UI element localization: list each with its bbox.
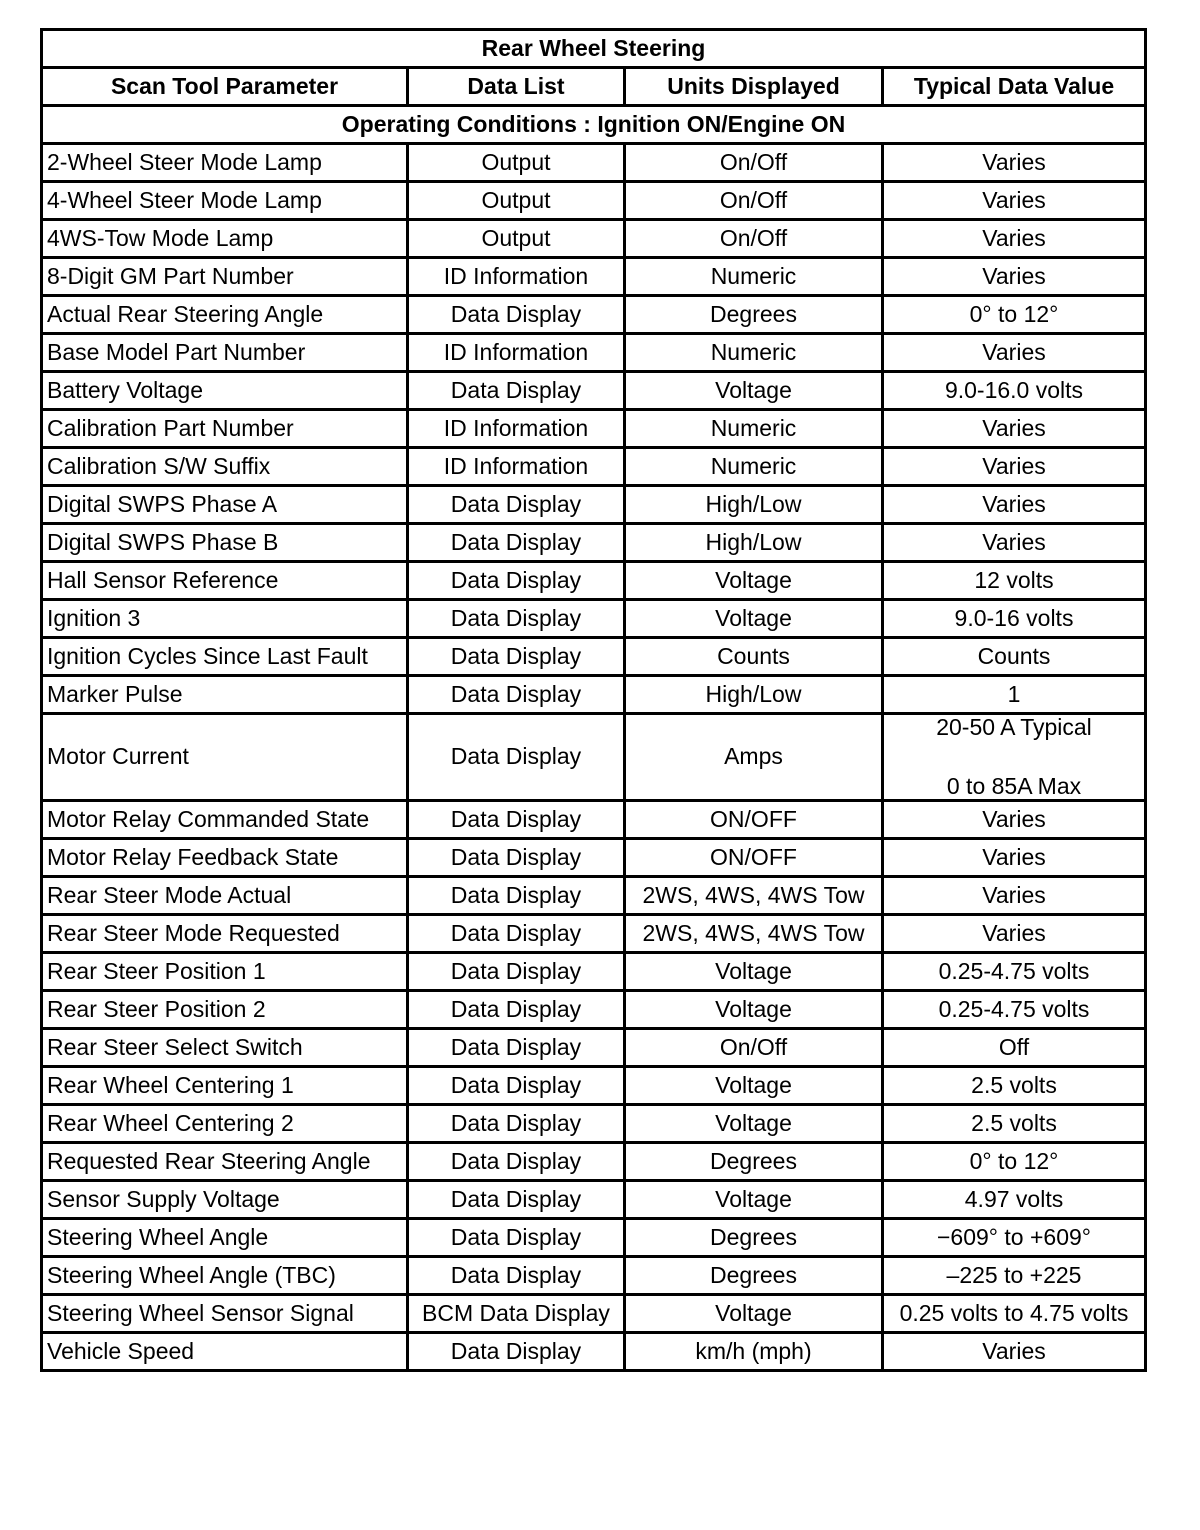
table-title: Rear Wheel Steering bbox=[42, 30, 1146, 68]
parameter-cell: Calibration S/W Suffix bbox=[42, 448, 408, 486]
typical-value-cell: 0.25 volts to 4.75 volts bbox=[883, 1295, 1146, 1333]
table-row bbox=[42, 600, 1146, 638]
table-row bbox=[42, 1219, 1146, 1257]
header-scan-tool-parameter: Scan Tool Parameter bbox=[42, 68, 408, 106]
parameter-cell: Battery Voltage bbox=[42, 372, 408, 410]
table-row bbox=[42, 1105, 1146, 1143]
typical-value-cell: Varies bbox=[883, 410, 1146, 448]
table-row bbox=[42, 1257, 1146, 1295]
typical-value-cell: Varies bbox=[883, 801, 1146, 839]
parameter-cell: Ignition Cycles Since Last Fault bbox=[42, 638, 408, 676]
units-cell: On/Off bbox=[625, 220, 883, 258]
units-cell: Numeric bbox=[625, 258, 883, 296]
parameter-cell: Sensor Supply Voltage bbox=[42, 1181, 408, 1219]
units-cell: High/Low bbox=[625, 486, 883, 524]
data-list-cell: ID Information bbox=[408, 448, 625, 486]
data-list-cell: Data Display bbox=[408, 839, 625, 877]
rear-wheel-steering-table bbox=[40, 28, 1147, 1372]
typical-value-cell: Varies bbox=[883, 486, 1146, 524]
data-list-cell: Data Display bbox=[408, 1067, 625, 1105]
typical-value-cell: Varies bbox=[883, 524, 1146, 562]
units-cell: On/Off bbox=[625, 144, 883, 182]
title-row bbox=[42, 30, 1146, 68]
parameter-cell: Digital SWPS Phase B bbox=[42, 524, 408, 562]
units-cell: Numeric bbox=[625, 334, 883, 372]
parameter-cell: 4WS-Tow Mode Lamp bbox=[42, 220, 408, 258]
units-cell: On/Off bbox=[625, 182, 883, 220]
typical-value-cell: 4.97 volts bbox=[883, 1181, 1146, 1219]
data-list-cell: Data Display bbox=[408, 296, 625, 334]
units-cell: Counts bbox=[625, 638, 883, 676]
data-list-cell: ID Information bbox=[408, 410, 625, 448]
parameter-cell: Digital SWPS Phase A bbox=[42, 486, 408, 524]
table-row bbox=[42, 1067, 1146, 1105]
motor-current-max: 0 to 85A Max bbox=[946, 772, 1082, 799]
data-list-cell: Data Display bbox=[408, 991, 625, 1029]
parameter-cell: Rear Steer Mode Requested bbox=[42, 915, 408, 953]
table-row bbox=[42, 638, 1146, 676]
header-typical-data-value: Typical Data Value bbox=[883, 68, 1146, 106]
parameter-cell: Motor Relay Commanded State bbox=[42, 801, 408, 839]
typical-value-cell: –225 to +225 bbox=[883, 1257, 1146, 1295]
table-row bbox=[42, 410, 1146, 448]
units-cell: Voltage bbox=[625, 953, 883, 991]
units-cell: Degrees bbox=[625, 1257, 883, 1295]
data-list-cell: Data Display bbox=[408, 1105, 625, 1143]
data-list-cell: Data Display bbox=[408, 1219, 625, 1257]
parameter-cell: Rear Steer Select Switch bbox=[42, 1029, 408, 1067]
units-cell: Voltage bbox=[625, 372, 883, 410]
typical-value-cell: 12 volts bbox=[883, 562, 1146, 600]
data-list-cell: Data Display bbox=[408, 486, 625, 524]
header-data-list: Data List bbox=[408, 68, 625, 106]
header-units-displayed: Units Displayed bbox=[625, 68, 883, 106]
motor-current-typical: 20-50 A Typical bbox=[936, 714, 1092, 740]
typical-value-cell: 9.0-16 volts bbox=[883, 600, 1146, 638]
units-cell: High/Low bbox=[625, 676, 883, 714]
typical-value-cell: 2.5 volts bbox=[883, 1105, 1146, 1143]
typical-value-cell: −609° to +609° bbox=[883, 1219, 1146, 1257]
parameter-cell: Vehicle Speed bbox=[42, 1333, 408, 1371]
table-row bbox=[42, 372, 1146, 410]
table-row bbox=[42, 991, 1146, 1029]
parameter-cell: Hall Sensor Reference bbox=[42, 562, 408, 600]
units-cell: 2WS, 4WS, 4WS Tow bbox=[625, 915, 883, 953]
parameter-cell: Motor Relay Feedback State bbox=[42, 839, 408, 877]
data-list-cell: Data Display bbox=[408, 676, 625, 714]
units-cell: Voltage bbox=[625, 1295, 883, 1333]
units-cell: Amps bbox=[625, 714, 883, 801]
table-row bbox=[42, 486, 1146, 524]
data-list-cell: Data Display bbox=[408, 953, 625, 991]
units-cell: ON/OFF bbox=[625, 801, 883, 839]
data-list-cell: Data Display bbox=[408, 372, 625, 410]
typical-value-cell: Varies bbox=[883, 182, 1146, 220]
table-row bbox=[42, 220, 1146, 258]
parameter-cell: Actual Rear Steering Angle bbox=[42, 296, 408, 334]
units-cell: ON/OFF bbox=[625, 839, 883, 877]
table-row bbox=[42, 801, 1146, 839]
data-list-cell: Data Display bbox=[408, 524, 625, 562]
parameter-cell: 2-Wheel Steer Mode Lamp bbox=[42, 144, 408, 182]
data-list-cell: Data Display bbox=[408, 877, 625, 915]
table-row bbox=[42, 714, 1146, 801]
typical-value-cell: Varies bbox=[883, 220, 1146, 258]
parameter-cell: Rear Wheel Centering 1 bbox=[42, 1067, 408, 1105]
parameter-cell: 4-Wheel Steer Mode Lamp bbox=[42, 182, 408, 220]
typical-value-cell: Varies bbox=[883, 448, 1146, 486]
data-list-cell: ID Information bbox=[408, 334, 625, 372]
typical-value-cell: Varies bbox=[883, 877, 1146, 915]
typical-value-cell: 1 bbox=[883, 676, 1146, 714]
table-row bbox=[42, 144, 1146, 182]
parameter-cell: Rear Steer Position 2 bbox=[42, 991, 408, 1029]
units-cell: Voltage bbox=[625, 1067, 883, 1105]
table-row bbox=[42, 448, 1146, 486]
table-row bbox=[42, 562, 1146, 600]
units-cell: High/Low bbox=[625, 524, 883, 562]
table-row bbox=[42, 1295, 1146, 1333]
typical-value-cell: 0.25-4.75 volts bbox=[883, 953, 1146, 991]
table-row bbox=[42, 258, 1146, 296]
data-list-cell: Data Display bbox=[408, 1333, 625, 1371]
conditions-row bbox=[42, 106, 1146, 144]
units-cell: Numeric bbox=[625, 410, 883, 448]
data-list-cell: Output bbox=[408, 144, 625, 182]
typical-value-cell: 0° to 12° bbox=[883, 1143, 1146, 1181]
table-row bbox=[42, 182, 1146, 220]
typical-value-cell: 0.25-4.75 volts bbox=[883, 991, 1146, 1029]
table-row bbox=[42, 296, 1146, 334]
parameter-cell: Requested Rear Steering Angle bbox=[42, 1143, 408, 1181]
table-row bbox=[42, 877, 1146, 915]
units-cell: Voltage bbox=[625, 562, 883, 600]
typical-value-cell bbox=[883, 714, 1146, 801]
data-list-cell: ID Information bbox=[408, 258, 625, 296]
table-row bbox=[42, 915, 1146, 953]
parameter-cell: Steering Wheel Angle (TBC) bbox=[42, 1257, 408, 1295]
parameter-cell: Base Model Part Number bbox=[42, 334, 408, 372]
units-cell: Voltage bbox=[625, 1181, 883, 1219]
table-row bbox=[42, 676, 1146, 714]
table-row bbox=[42, 953, 1146, 991]
data-list-cell: BCM Data Display bbox=[408, 1295, 625, 1333]
motor-current-values bbox=[888, 715, 1140, 799]
data-list-cell: Data Display bbox=[408, 801, 625, 839]
operating-conditions: Operating Conditions : Ignition ON/Engine ON bbox=[42, 106, 1146, 144]
parameter-cell: Rear Wheel Centering 2 bbox=[42, 1105, 408, 1143]
table-row bbox=[42, 1143, 1146, 1181]
data-list-cell: Data Display bbox=[408, 915, 625, 953]
parameter-cell: Ignition 3 bbox=[42, 600, 408, 638]
units-cell: Voltage bbox=[625, 1105, 883, 1143]
data-list-cell: Data Display bbox=[408, 638, 625, 676]
parameter-cell: Rear Steer Position 1 bbox=[42, 953, 408, 991]
typical-value-cell: Varies bbox=[883, 839, 1146, 877]
units-cell: On/Off bbox=[625, 1029, 883, 1067]
typical-value-cell: Varies bbox=[883, 334, 1146, 372]
units-cell: Degrees bbox=[625, 1219, 883, 1257]
data-list-cell: Data Display bbox=[408, 1143, 625, 1181]
data-list-cell: Output bbox=[408, 182, 625, 220]
data-list-cell: Data Display bbox=[408, 600, 625, 638]
units-cell: Degrees bbox=[625, 296, 883, 334]
header-row bbox=[42, 68, 1146, 106]
typical-value-cell: 9.0-16.0 volts bbox=[883, 372, 1146, 410]
typical-value-cell: 0° to 12° bbox=[883, 296, 1146, 334]
typical-value-cell: Counts bbox=[883, 638, 1146, 676]
typical-value-cell: 2.5 volts bbox=[883, 1067, 1146, 1105]
typical-value-cell: Varies bbox=[883, 1333, 1146, 1371]
parameter-cell: Motor Current bbox=[42, 714, 408, 801]
units-cell: 2WS, 4WS, 4WS Tow bbox=[625, 877, 883, 915]
data-list-cell: Data Display bbox=[408, 1181, 625, 1219]
table-row bbox=[42, 524, 1146, 562]
typical-value-cell: Off bbox=[883, 1029, 1146, 1067]
parameter-cell: Marker Pulse bbox=[42, 676, 408, 714]
data-list-cell: Data Display bbox=[408, 714, 625, 801]
table-row bbox=[42, 839, 1146, 877]
table-row bbox=[42, 1029, 1146, 1067]
table-row bbox=[42, 1181, 1146, 1219]
typical-value-cell: Varies bbox=[883, 258, 1146, 296]
units-cell: Voltage bbox=[625, 991, 883, 1029]
typical-value-cell: Varies bbox=[883, 915, 1146, 953]
units-cell: Degrees bbox=[625, 1143, 883, 1181]
units-cell: km/h (mph) bbox=[625, 1333, 883, 1371]
parameter-cell: Steering Wheel Sensor Signal bbox=[42, 1295, 408, 1333]
data-list-cell: Output bbox=[408, 220, 625, 258]
parameter-cell: Rear Steer Mode Actual bbox=[42, 877, 408, 915]
units-cell: Numeric bbox=[625, 448, 883, 486]
data-list-cell: Data Display bbox=[408, 562, 625, 600]
table-row bbox=[42, 334, 1146, 372]
units-cell: Voltage bbox=[625, 600, 883, 638]
parameter-cell: 8-Digit GM Part Number bbox=[42, 258, 408, 296]
parameter-cell: Calibration Part Number bbox=[42, 410, 408, 448]
data-list-cell: Data Display bbox=[408, 1029, 625, 1067]
typical-value-cell: Varies bbox=[883, 144, 1146, 182]
data-list-cell: Data Display bbox=[408, 1257, 625, 1295]
table-row bbox=[42, 1333, 1146, 1371]
parameter-cell: Steering Wheel Angle bbox=[42, 1219, 408, 1257]
